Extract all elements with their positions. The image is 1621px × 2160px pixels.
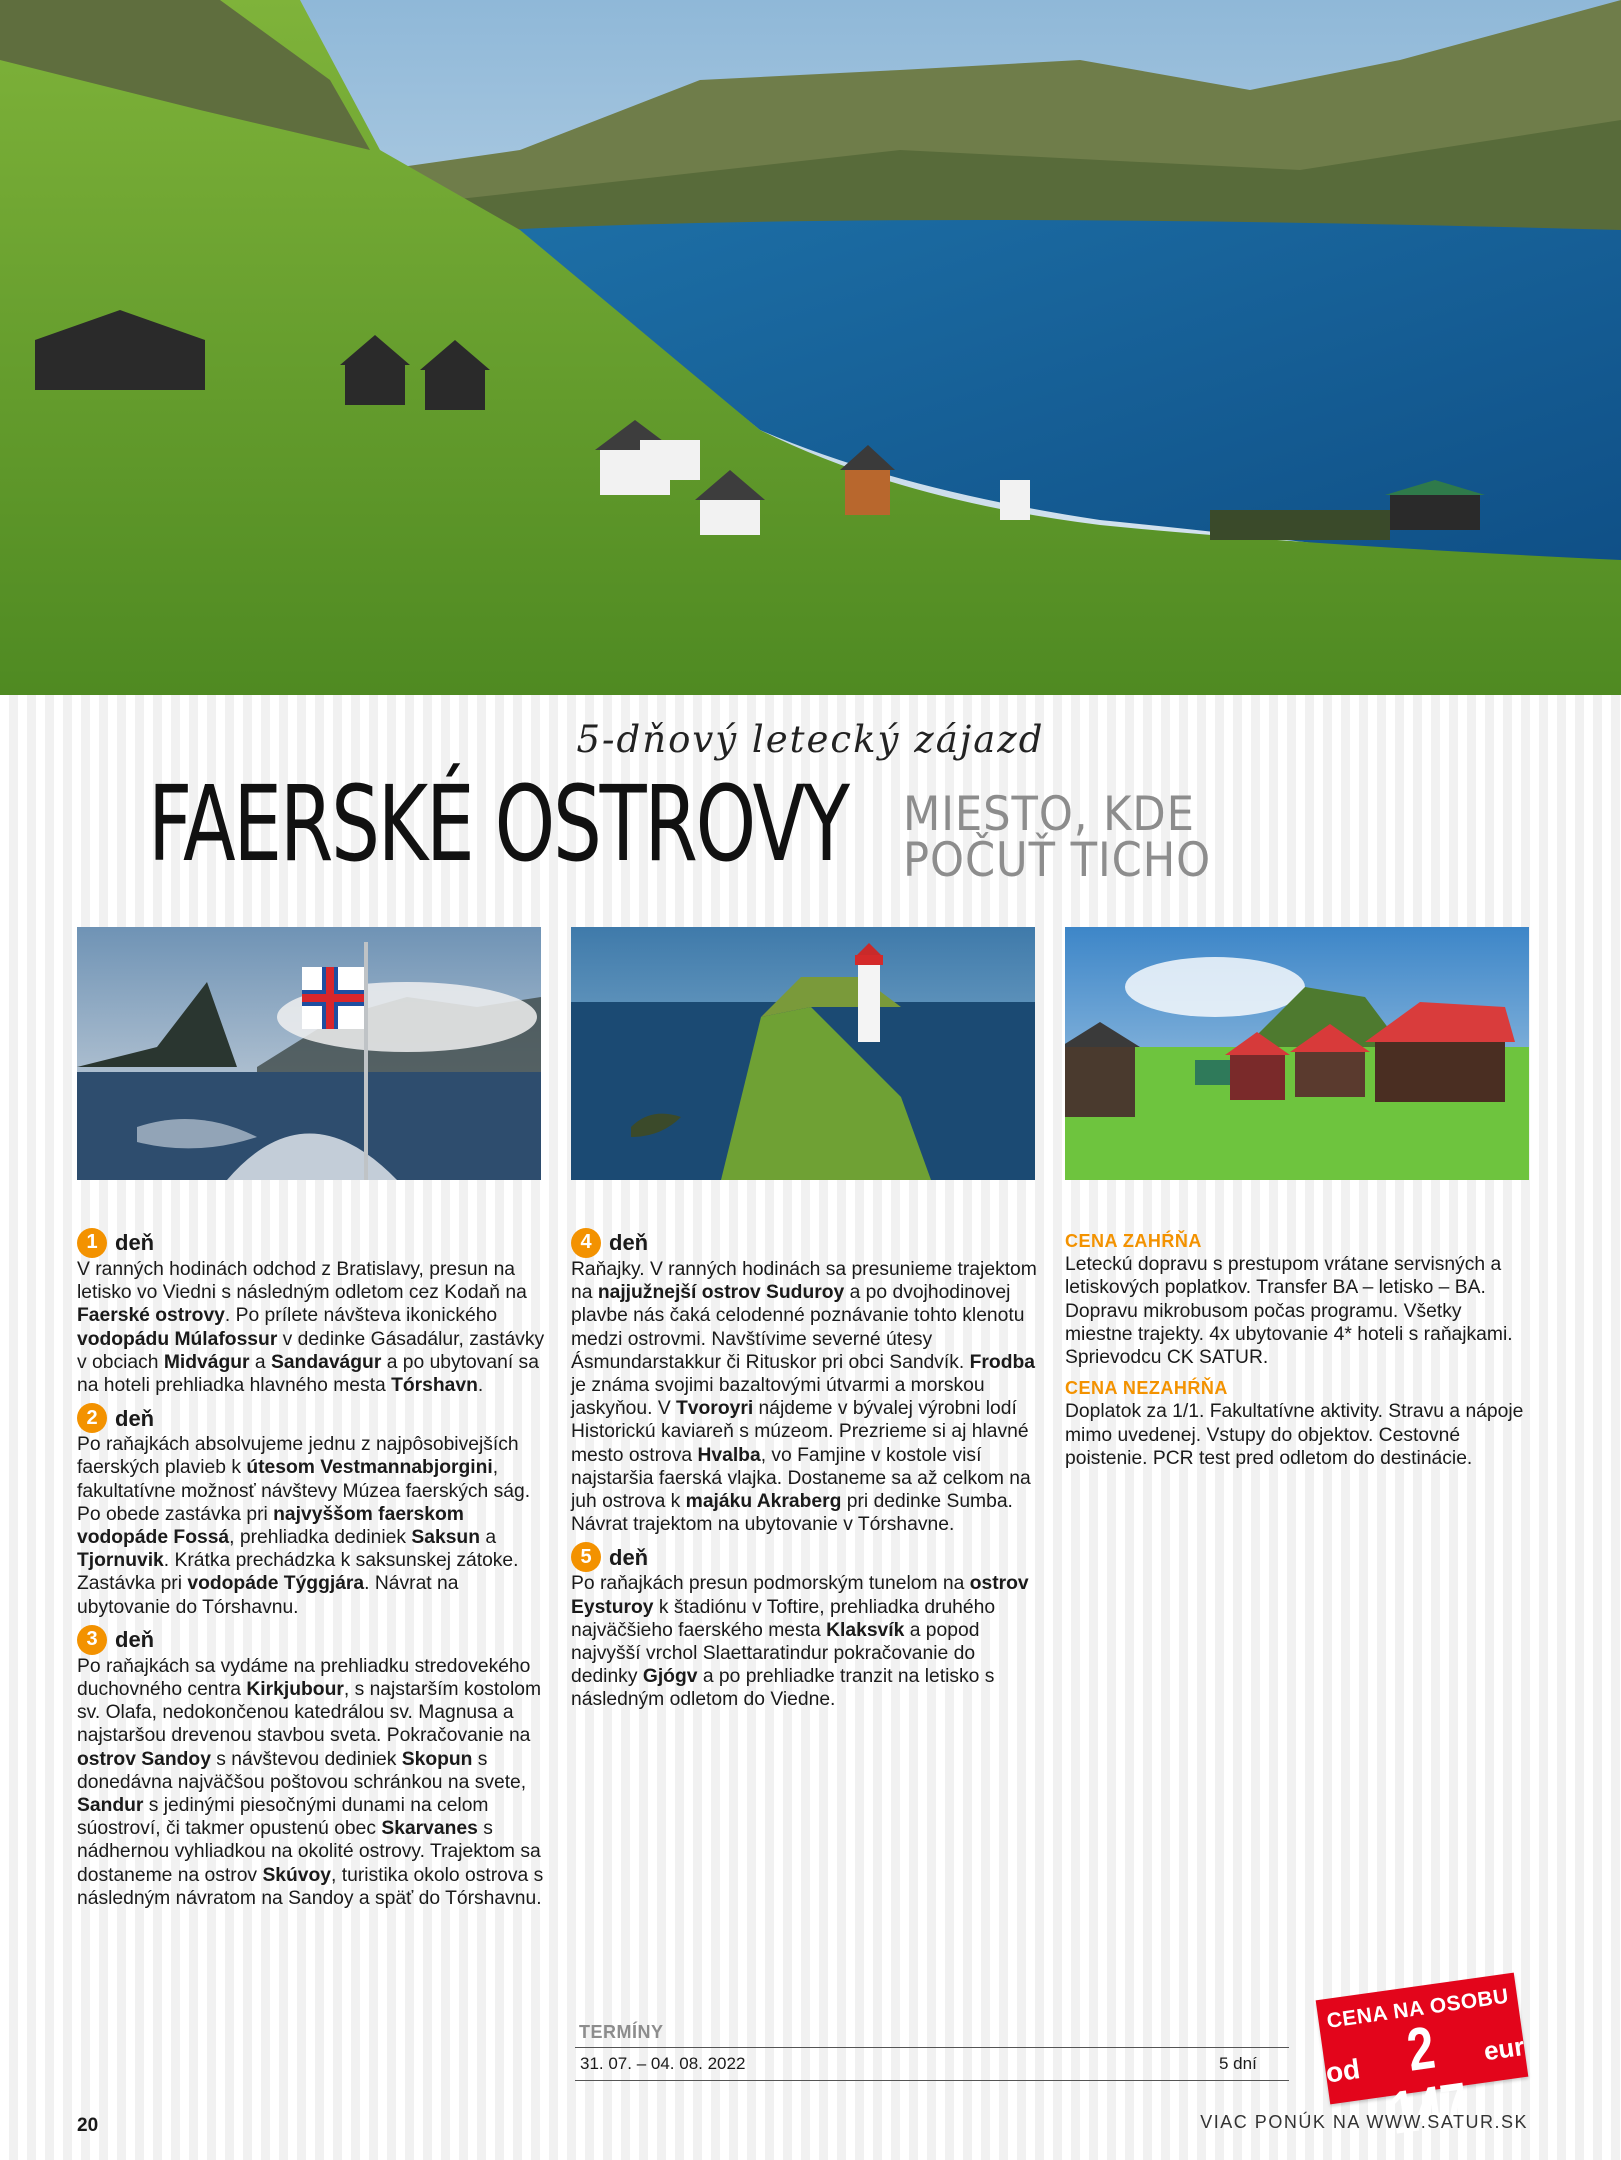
day-1-heading [77,1228,547,1258]
terms-date: 31. 07. – 04. 08. 2022 [580,2054,746,2073]
photo-flag-boat [77,927,541,1180]
photo-village-houses [1065,927,1529,1180]
page-title: FAERSKÉ OSTROVY [148,763,848,885]
day-4-heading [571,1228,1041,1258]
subtitle-line-1: MIESTO, KDE [903,787,1195,842]
day-5-description: Po raňajkách presun podmorským tunelom na ostrov Eysturoy k štadiónu v Toftire, prehliadka druhého najväčšieho faerského mesta Klaksvík a popod najvyšší vrchol Slaettaratindur pokračovanie do dedinky Gjógv a po prehliadke tranzit na letisko s následným odletom do Viedne. [571,1573,1029,1711]
price-excluded-heading: CENA NEZAHŔŇA [1065,1378,1228,1399]
terms-row [575,2047,1289,2081]
price-info-column [1065,1222,1525,1470]
day-3-heading [77,1625,547,1655]
price-badge-from: od [1323,2053,1362,2089]
day-5-number-badge: 5 [571,1542,601,1572]
day-2-description: Po raňajkách absolvujeme jednu z najpôsobivejších faerských plavieb k útesom Vestmannabjorgini, fakultatívne možnosť návštevy Múzea faerských ság. Po obede zastávka pri najvyššom faerskom vodopáde Fossá, prehliadka dediniek Saksun a Tjornuvik. Krátka prechádzka k saksunskej zátoke. Zastávka pri vodopáde Týggjára. Návrat na ubytovanie do Tórshavnu. [77,1434,531,1618]
itinerary-column-1 [77,1222,547,1914]
itinerary-column-2 [571,1222,1041,1716]
price-badge-amount: 2 147 [1386,2013,1471,2147]
day-5-label: deň [609,1544,649,1570]
hero-photo [0,0,1621,695]
day-5-heading [571,1542,1041,1572]
day-2-heading [77,1403,547,1433]
subtitle-line-2: POČUŤ TICHO [903,833,1212,888]
day-2-number-badge: 2 [77,1403,107,1433]
day-3-number-badge: 3 [77,1625,107,1655]
day-1-description: V ranných hodinách odchod z Bratislavy, presun na letisko vo Viedni s následným odletom cez Kodaň na Faerské ostrovy. Po prílete návšteva ikonického vodopádu Múlafossur v dedinke Gásadálur, zastávky v obciach Midvágur a Sandavágur a po ubytovaní sa na hoteli prehliadka hlavného mesta Tórshavn. [77,1259,545,1397]
page-number: 20 [77,2115,99,2136]
day-3-label: deň [115,1627,155,1653]
day-4-number-badge: 4 [571,1228,601,1258]
price-included-heading: CENA ZAHŔŇA [1065,1231,1202,1251]
price-badge-currency: eur [1481,2031,1527,2067]
footer-website-link[interactable]: VIAC PONÚK NA WWW.SATUR.SK [1200,2112,1528,2132]
day-4-label: deň [609,1230,649,1256]
tour-tagline: 5-dňový letecký zájazd [576,718,1045,761]
price-included-text: Leteckú dopravu s prestupom vrátane servisných a letiskových poplatkov. Transfer BA – letisko – BA. Dopravu mikrobusom počas programu. Všetky miestne trajekty. 4x ubytovanie 4* hoteli s raňajkami. Sprievodcu CK SATUR. [1065,1254,1513,1369]
day-1-label: deň [115,1230,155,1256]
day-2-label: deň [115,1405,155,1431]
price-badge-label: CENA NA OSOBU [1325,1984,1511,2033]
price-excluded-text: Doplatok za 1/1. Fakultatívne aktivity. Stravu a nápoje mimo uvedenej. Vstupy do objektov. Cestovné poistenie. PCR test pred odletom do destinácie. [1065,1401,1524,1469]
day-3-description: Po raňajkách sa vydáme na prehliadku stredovekého duchovného centra Kirkjubour, s najstarším kostolom sv. Olafa, nedokončenou katedrálou sv. Magnusa a najstaršou drevenou stavbou sveta. Pokračovanie na ostrov Sandoy s návštevou dediniek Skopun s donedávna najväčšou poštovou schránkou na svete, Sandur s jedinými piesočnými dunami na celom súostroví, či takmer opustenú obec Skarvanes s nádhernou vyhliadkou na okolité ostrovy. Trajektom sa dostaneme na ostrov Skúvoy, turistika okolo ostrova s následným návratom na Sandoy a späť do Tórshavnu. [77,1655,544,1909]
photo-lighthouse [571,927,1035,1180]
page-subtitle [903,787,1216,888]
terms-heading: TERMÍNY [579,2022,664,2042]
day-4-description: Raňajky. V ranných hodinách sa presunieme trajektom na najjužnejší ostrov Suduroy a po dvojhodinovej plavbe nás čaká celodenné poznávanie tohto klenotu medzi ostrovmi. Navštívime severné útesy Ásmundarstakkur či Rituskor pri obci Sandvík. Frodba je známa svojimi bazaltovými útvarmi a morskou jaskyňou. V Tvoroyri nájdeme v bývalej výrobni lodí Historickú kaviareň s múzeom. Prezrieme si aj hlavné mesto ostrova Hvalba, vo Famjine v kostole visí najstaršia faerská vlajka. Dostaneme sa až celkom na juh ostrova k majáku Akraberg pri dedinke Sumba. Návrat trajektom na ubytovanie v Tórshavne. [571,1259,1037,1536]
terms-duration: 5 dní [1219,2054,1257,2073]
day-1-number-badge: 1 [77,1228,107,1258]
